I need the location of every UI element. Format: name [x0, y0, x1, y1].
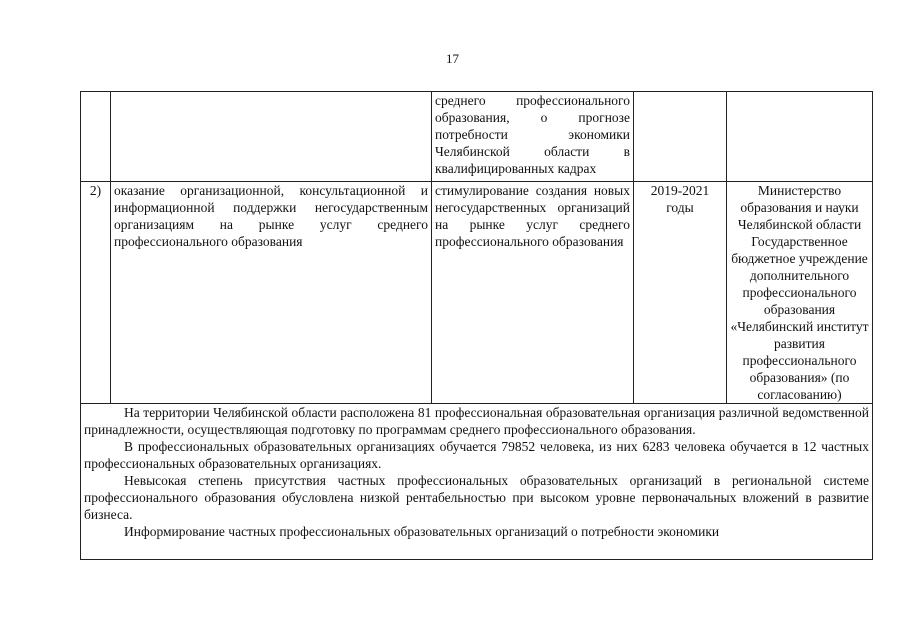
cell-period-empty — [634, 92, 727, 182]
cell-period: 2019-2021 годы — [634, 182, 727, 404]
cell-responsible-empty — [727, 92, 873, 182]
cell-num-empty — [81, 92, 111, 182]
measures-table — [80, 91, 873, 560]
cell-measure-empty — [111, 92, 432, 182]
note-paragraph-3: Невысокая степень присутствия частных профессиональных образовательных организаций в региональной системе профессионального образования обусловлена низкой рентабельностью при высоком уровне первоначальных вложений в развитие бизнеса. — [84, 473, 869, 522]
table-row-note — [81, 404, 873, 560]
note-paragraph-1: На территории Челябинской области расположена 81 профессиональная образовательная организация различной ведомственной принадлежности, осуществляющая подготовку по программам среднего профессионального образования. — [84, 405, 869, 437]
cell-note — [81, 404, 873, 560]
page-number: 17 — [446, 51, 459, 66]
note-paragraph-2: В профессиональных образовательных организациях обучается 79852 человека, из них 6283 человека обучается в 12 частных профессиональных образовательных организациях. — [84, 439, 869, 471]
cell-result: стимулирование создания новых негосударственных организаций на рынке услуг среднего профессионального образования — [432, 182, 634, 404]
table-row-continued — [81, 92, 873, 182]
note-paragraph-4: Информирование частных профессиональных образовательных организаций о потребности экономики — [124, 524, 720, 539]
cell-measure: оказание организационной, консультационной и информационной поддержки негосударственным организациям на рынке услуг среднего профессионального образования — [111, 182, 432, 404]
cell-result-continued: среднего профессионального образования, о прогнозе потребности экономики Челябинской области в квалифицированных кадрах — [432, 92, 634, 182]
cell-responsible: Министерство образования и науки Челябинской области Государственное бюджетное учреждение дополнительного профессионального образования «Челябинский институт развития профессионального образования» (по согласованию) — [727, 182, 873, 404]
cell-row-number: 2) — [81, 182, 111, 404]
table-row-2 — [81, 182, 873, 404]
